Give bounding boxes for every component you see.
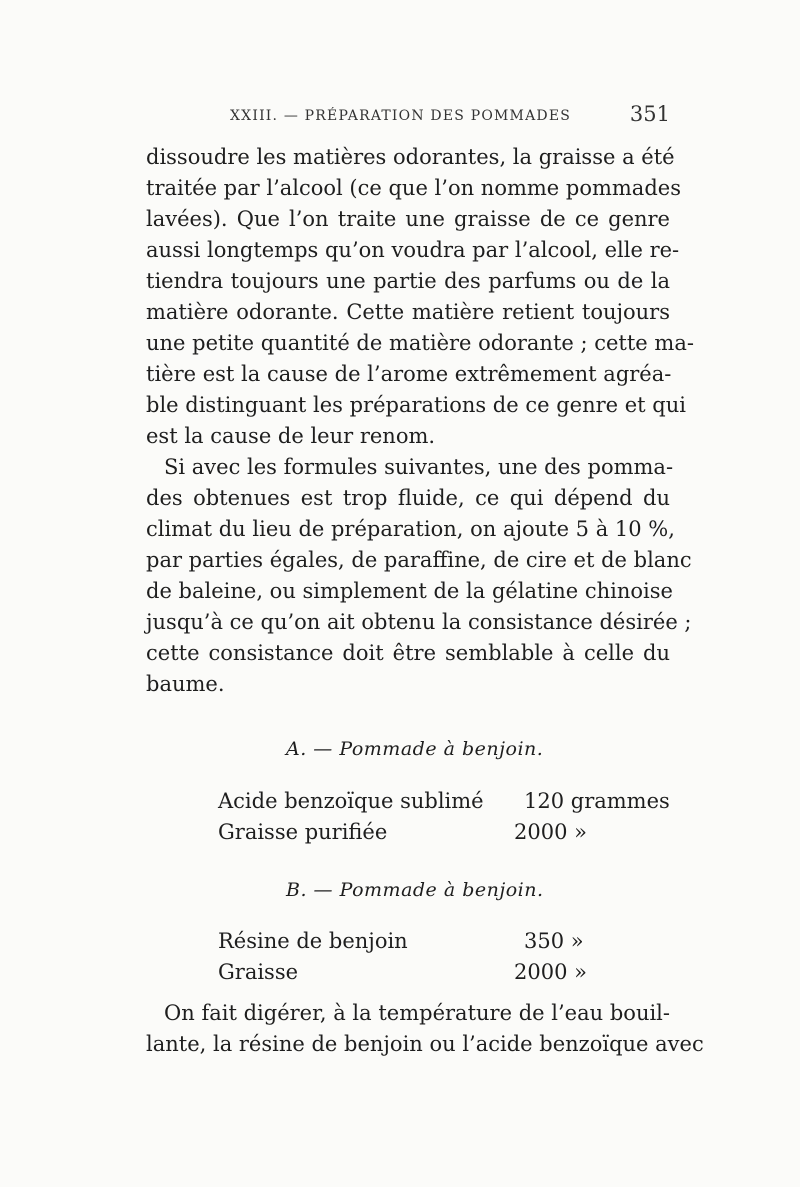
recipe-row [218, 957, 658, 988]
page-number: 351 [629, 102, 670, 126]
recipe-a-table [218, 786, 670, 848]
text-line: de baleine, ou simplement de la gélatine chinoise [146, 579, 673, 603]
text-line: Si avec les formules suivantes, une des pomma- [164, 455, 674, 479]
recipe-b-heading: B. — Pommade à benjoin. [286, 879, 544, 901]
ingredient-quantity: 120 grammes [524, 789, 670, 813]
text-line: aussi longtemps qu’on voudra par l’alcool, elle re- [146, 238, 680, 262]
text-line: lante, la résine de benjoin ou l’acide benzoïque avec [146, 1032, 704, 1056]
text-line: matière odorante. Cette matière retient toujours [146, 300, 670, 324]
recipe-b-table [218, 926, 658, 988]
page-body-continued [146, 998, 704, 1060]
ingredient-name: Acide benzoïque sublimé [218, 789, 484, 813]
text-line: par parties égales, de paraffine, de cire et de blanc [146, 548, 692, 572]
ingredient-quantity: 2000 » [514, 960, 587, 984]
text-line: baume. [146, 672, 225, 696]
text-line: jusqu’à ce qu’on ait obtenu la consistance désirée ; [146, 610, 692, 634]
ingredient-quantity: 2000 » [514, 820, 587, 844]
text-line: est la cause de leur renom. [146, 424, 436, 448]
text-line: des obtenues est trop fluide, ce qui dépend du [146, 486, 670, 510]
ingredient-name: Graisse [218, 960, 299, 984]
ingredient-quantity: 350 » [524, 929, 584, 953]
text-line: On fait digérer, à la température de l’eau bouil- [164, 1001, 670, 1025]
recipe-row [218, 817, 658, 848]
recipe-row [218, 786, 670, 817]
paragraph-1 [146, 142, 694, 452]
recipe-row [218, 926, 658, 957]
text-line: cette consistance doit être semblable à celle du [146, 641, 670, 665]
page-body [146, 142, 694, 700]
running-header [230, 102, 670, 130]
text-line: ble distinguant les préparations de ce genre et qui [146, 393, 686, 417]
ingredient-name: Graisse purifiée [218, 820, 388, 844]
running-title: XXIII. — PRÉPARATION DES POMMADES [230, 108, 572, 124]
text-line: dissoudre les matières odorantes, la graisse a été [146, 145, 675, 169]
paragraph-2 [146, 452, 692, 700]
text-line: lavées). Que l’on traite une graisse de ce genre [146, 207, 670, 231]
paragraph-3 [146, 998, 704, 1060]
recipe-a-heading: A. — Pommade à benjoin. [286, 738, 544, 760]
text-line: tiendra toujours une partie des parfums ou de la [146, 269, 670, 293]
text-line: une petite quantité de matière odorante ; cette ma- [146, 331, 694, 355]
text-line: tière est la cause de l’arome extrêmement agréa- [146, 362, 672, 386]
text-line: climat du lieu de préparation, on ajoute 5 à 10 %, [146, 517, 675, 541]
text-line: traitée par l’alcool (ce que l’on nomme pommades [146, 176, 681, 200]
ingredient-name: Résine de benjoin [218, 929, 408, 953]
